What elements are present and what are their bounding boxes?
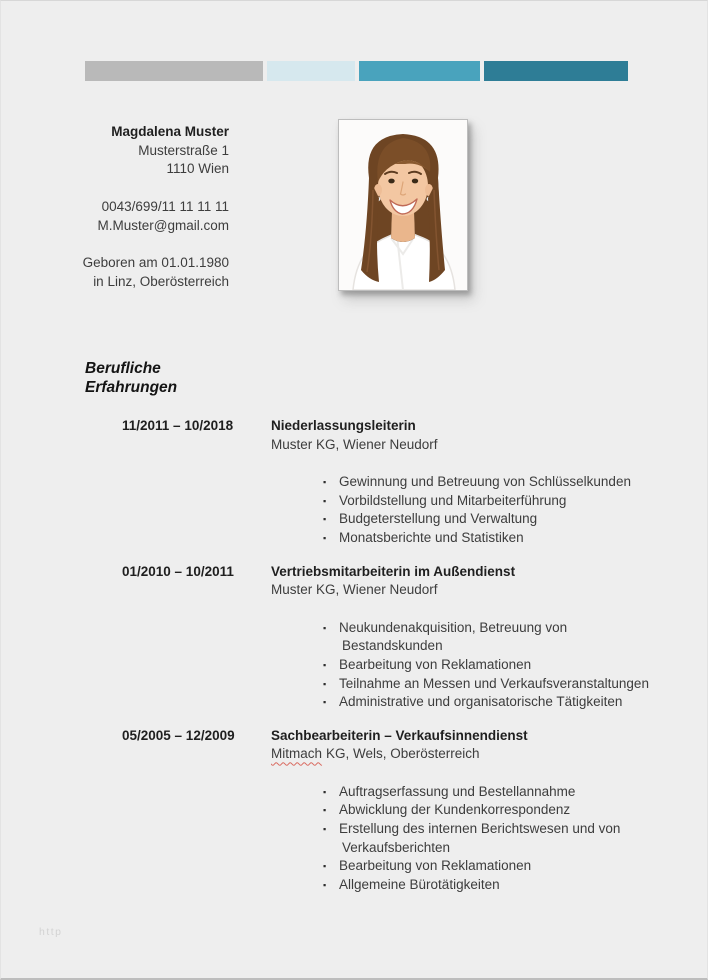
color-bar-segment-light-blue [267,61,355,81]
section-title-line2: Erfahrungen [85,379,178,396]
entry-title: Vertriebsmitarbeiterin im Außendienst [271,563,516,579]
contact-name: Magdalena Muster [111,124,229,139]
contact-city: 1110 Wien [166,161,229,177]
bullet-square-icon: ▪ [323,786,327,797]
experience-bullet [271,693,667,712]
bullet-text: Bearbeitung von Reklamationen [339,656,532,672]
experience-bullet [271,529,667,548]
experience-entry [122,563,667,712]
experience-bullet [271,510,667,529]
entry-bullet-list [271,783,667,895]
experience-list [122,417,667,910]
experience-bullet [271,876,667,895]
footer-watermark: http [39,926,63,938]
experience-bullet [271,473,667,492]
bullet-text: Neukundenakquisition, Betreuung von [339,619,568,635]
bullet-text: Abwicklung der Kundenkorrespondenz [339,802,571,818]
entry-period: 11/2011 – 10/2018 [122,418,234,433]
bullet-text: Gewinnung und Betreuung von Schlüsselkunden [339,473,631,489]
spellcheck-word: Mitmach [271,746,323,762]
bullet-text: Administrative und organisatorische Tätigkeiten [339,694,623,710]
top-color-bar [85,61,628,81]
bullet-square-icon: ▪ [323,824,327,835]
contact-birthdate: Geboren am 01.01.1980 [82,254,229,270]
bullet-square-icon: ▪ [323,678,327,689]
experience-entry [122,417,667,548]
bullet-square-icon: ▪ [323,880,327,891]
bullet-square-icon: ▪ [323,622,327,633]
bullet-text: Auftragserfassung und Bestellannahme [339,783,576,799]
entry-period: 05/2005 – 12/2009 [122,727,235,743]
bullet-square-icon: ▪ [323,532,327,543]
experience-bullet [271,857,667,876]
entry-period: 01/2010 – 10/2011 [122,563,234,579]
entry-bullet-list [271,619,667,712]
contact-block [41,123,229,291]
bullet-text: Erstellung des internen Berichtswesen und von [339,821,621,837]
experience-bullet [271,656,667,675]
spacer [41,179,229,198]
contact-phone: 0043/699/11 11 11 11 [101,198,229,214]
experience-bullet [271,820,667,857]
color-bar-segment-gray [85,61,263,81]
bullet-square-icon: ▪ [323,514,327,525]
entry-company [271,745,667,764]
bullet-square-icon: ▪ [323,861,327,872]
bullet-text: Budgeterstellung und Verwaltung [339,511,538,527]
bullet-text: Monatsberichte und Statistiken [339,529,524,545]
bullet-text: Teilnahme an Messen und Verkaufsveranstaltungen [339,675,649,691]
bullet-text: Vorbildstellung und Mitarbeiterführung [339,492,567,508]
entry-company: Muster KG, Wiener Neudorf [271,436,438,452]
experience-bullet [271,783,667,802]
bullet-text: Verkaufsberichten [342,839,451,855]
entry-title: Sachbearbeiterin – Verkaufsinnendienst [271,727,528,743]
experience-entry [122,727,667,895]
section-title [85,359,177,397]
bullet-square-icon: ▪ [323,495,327,506]
applicant-photo [338,119,468,291]
spacer [41,235,229,254]
contact-street: Musterstraße 1 [138,142,229,158]
color-bar-segment-dark-teal [484,61,628,81]
bullet-square-icon: ▪ [323,805,327,816]
bullet-square-icon: ▪ [323,476,327,487]
contact-birthplace: in Linz, Oberösterreich [93,273,229,289]
experience-bullet [271,619,667,656]
bullet-text: Allgemeine Bürotätigkeiten [339,877,500,893]
bullet-square-icon: ▪ [323,697,327,708]
portrait-illustration [339,120,467,290]
entry-bullet-list [271,473,667,548]
entry-company: Muster KG, Wiener Neudorf [271,582,438,598]
experience-bullet [271,675,667,694]
experience-bullet [271,492,667,511]
section-title-line1: Berufliche [85,360,161,377]
bullet-square-icon: ▪ [323,659,327,670]
company-rest: KG, Wels, Oberösterreich [326,746,480,762]
bullet-text: Bearbeitung von Reklamationen [339,858,532,874]
entry-title: Niederlassungsleiterin [271,418,416,433]
experience-bullet [271,801,667,820]
contact-email: M.Muster@gmail.com [97,217,229,233]
bullet-text: Bestandskunden [342,638,443,654]
color-bar-segment-teal [359,61,480,81]
